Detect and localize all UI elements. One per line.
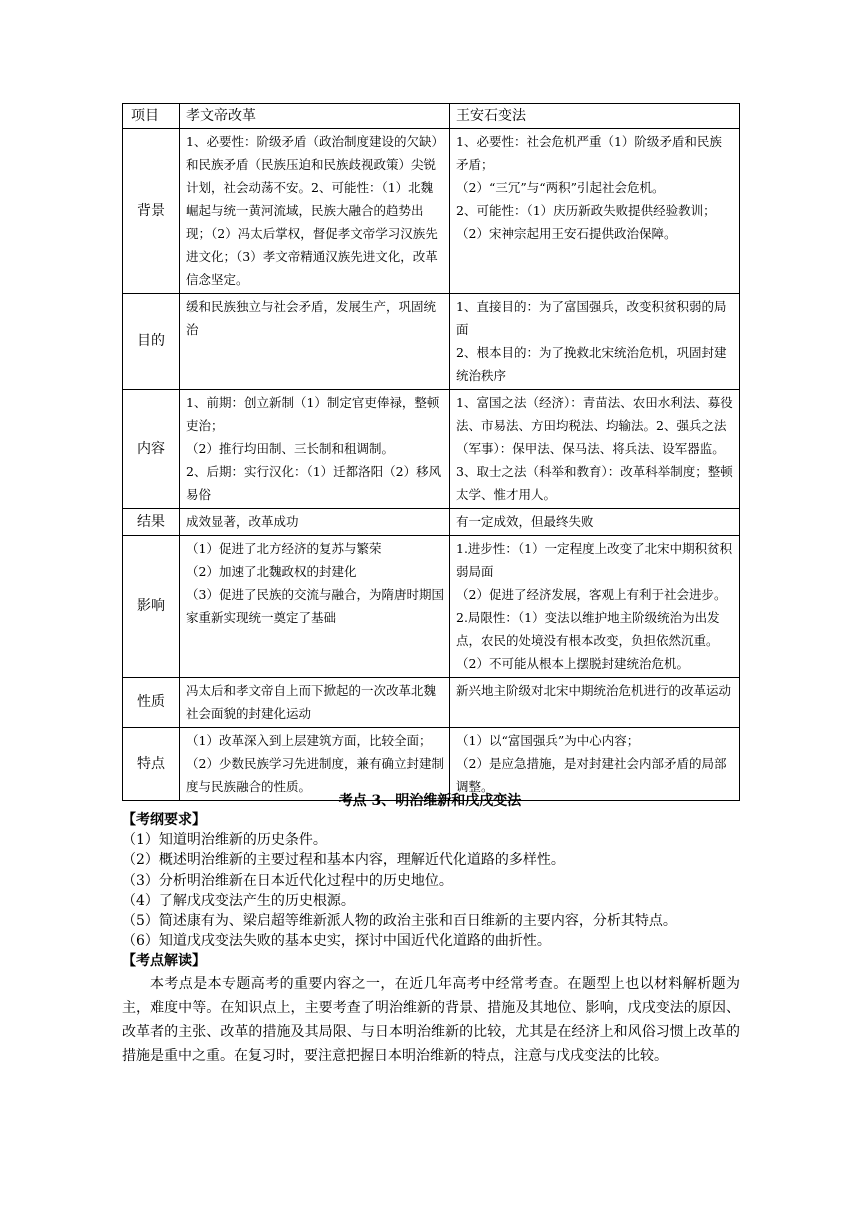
cell-wanganshi — [450, 678, 740, 728]
comparison-table — [122, 103, 740, 801]
cell-wanganshi — [450, 294, 740, 390]
cell-wanganshi — [450, 509, 740, 536]
table-row-purpose — [123, 294, 740, 390]
outline-item: （3）分析明治维新在日本近代化过程中的历史地位。 — [122, 872, 453, 889]
section-title: 考点 3、明治维新和戊戌变法 — [338, 793, 522, 809]
cell-line: 1、富国之法（经济）：青苗法、农田水利法、募役法、市易法、方田均税法、均输法。2、强兵之法（军事）：保甲法、保马法、将兵法、设军器监。3、取士之法（科举和教育）：改革科举制度；整顿太学、惟才用人。 — [456, 395, 733, 502]
cell-line: 1、直接目的：为了富国强兵，改变积贫积弱的局面 — [456, 299, 727, 337]
cell-line: 缓和民族独立与社会矛盾，发展生产，巩固统治 — [186, 299, 437, 337]
cell-line: 1、前期：创立新制（1）制定官吏俸禄，整顿吏治； — [186, 395, 440, 433]
outline-item: （5）简述康有为、梁启超等维新派人物的政治主张和百日维新的主要内容，分析其特点。 — [122, 913, 677, 930]
row-label: 特点 — [123, 728, 180, 801]
cell-line: 新兴地主阶级对北宋中期统治危机进行的改革运动 — [456, 683, 732, 698]
cell-line: 1.进步性：（1）一定程度上改变了北宋中期积贫积弱局面 — [456, 541, 733, 579]
reading-heading: 【考点解读】 — [122, 953, 206, 970]
cell-line: （1）以“富国强兵”为中心内容； — [456, 733, 640, 748]
cell-line: （2）不可能从根本上摆脱封建统治危机。 — [456, 656, 689, 671]
cell-line: 2、可能性：（1）庆历新政失败提供经验教训； — [456, 203, 716, 218]
cell-line: 有一定成效，但最终失败 — [456, 514, 594, 529]
table-header-row — [123, 104, 740, 129]
section-body — [122, 810, 740, 1068]
reading-paragraph: 本考点是本专题高考的重要内容之一，在近几年高考中经常考查。在题型上也以材料解析题为主，难度中等。在知识点上，主要考查了明治维新的背景、措施及其地位、影响，戊戌变法的原因、改革者的主张、改革的措施及其局限、与日本明治维新的比较，尤其是在经济上和风俗习惯上改革的措施是重中之重。在复习时，要注意把握日本明治维新的特点，注意与戊戌变法的比较。 — [122, 975, 740, 1064]
cell-line: （2）促进了经济发展，客观上有利于社会进步。 — [456, 587, 727, 602]
cell-xiaowen — [180, 294, 450, 390]
outline-heading: 【考纲要求】 — [122, 812, 206, 828]
cell-line: （2）加速了北魏政权的封建化 — [186, 564, 357, 579]
outline-item: （4）了解戊戌变法产生的历史根源。 — [122, 892, 355, 909]
row-label: 背景 — [123, 129, 180, 294]
table-row-nature — [123, 678, 740, 728]
outline-item: （1）知道明治维新的历史条件。 — [122, 832, 327, 849]
cell-line: 2、后期：实行汉化：（1）迁都洛阳（2）移风易俗 — [186, 464, 442, 502]
cell-line: （1）改革深入到上层建筑方面，比较全面； — [186, 733, 432, 748]
cell-xiaowen — [180, 536, 450, 678]
cell-wanganshi — [450, 129, 740, 294]
cell-line: （1）促进了北方经济的复苏与繁荣 — [186, 541, 382, 556]
cell-line: （2）推行均田制、三长制和租调制。 — [186, 441, 394, 456]
cell-line: 2、根本目的：为了挽救北宋统治危机，巩固封建统治秩序 — [456, 345, 727, 383]
cell-line: 冯太后和孝文帝自上而下掀起的一次改革北魏社会面貌的封建化运动 — [186, 683, 437, 721]
row-label: 性质 — [123, 678, 180, 728]
cell-line: 1、必要性：社会危机严重（1）阶级矛盾和民族矛盾； — [456, 134, 722, 172]
table-row-result — [123, 509, 740, 536]
cell-wanganshi — [450, 536, 740, 678]
table-row-background — [123, 129, 740, 294]
outline-item: （2）概述明治维新的主要过程和基本内容，理解近代化道路的多样性。 — [122, 852, 565, 869]
cell-xiaowen — [180, 678, 450, 728]
cell-line: 2.局限性：（1）变法以维护地主阶级统治为出发点，农民的处境没有根本改变，负担依然沉重。 — [456, 610, 720, 648]
header-xiaowen: 孝文帝改革 — [180, 104, 450, 129]
outline-item: （6）知道戊戌变法失败的基本史实，探讨中国近代化道路的曲折性。 — [122, 933, 551, 950]
cell-xiaowen — [180, 390, 450, 509]
cell-xiaowen — [180, 129, 450, 294]
table-row-influence — [123, 536, 740, 678]
cell-line: 成效显著，改革成功 — [186, 514, 299, 529]
cell-line: （2）是应急措施，是对封建社会内部矛盾的局部调整。 — [456, 756, 727, 794]
row-label: 结果 — [123, 509, 180, 536]
cell-line: 1、必要性：阶级矛盾（政治制度建设的欠缺）和民族矛盾（民族压迫和民族歧视政策）尖锐计划，社会动荡不安。2、可能性：（1）北魏崛起与统一黄河流域，民族大融合的趋势出现；（2）冯太后掌权，督促孝文帝学习汉族先进文化；（3）孝文帝精通汉族先进文化，改革信念坚定。 — [186, 134, 444, 287]
header-wanganshi: 王安石变法 — [450, 104, 740, 129]
cell-line: （2）少数民族学习先进制度，兼有确立封建制度与民族融合的性质。 — [186, 756, 444, 794]
cell-line: （2）“三冗”与“两积”引起社会危机。 — [456, 180, 665, 195]
header-item: 项目 — [123, 104, 180, 129]
cell-line: （2）宋神宗起用王安石提供政治保障。 — [456, 226, 677, 241]
cell-line: （3）促进了民族的交流与融合，为隋唐时期国家重新实现统一奠定了基础 — [186, 587, 444, 625]
table-row-content — [123, 390, 740, 509]
row-label: 目的 — [123, 294, 180, 390]
cell-xiaowen — [180, 509, 450, 536]
row-label: 内容 — [123, 390, 180, 509]
row-label: 影响 — [123, 536, 180, 678]
cell-wanganshi — [450, 390, 740, 509]
